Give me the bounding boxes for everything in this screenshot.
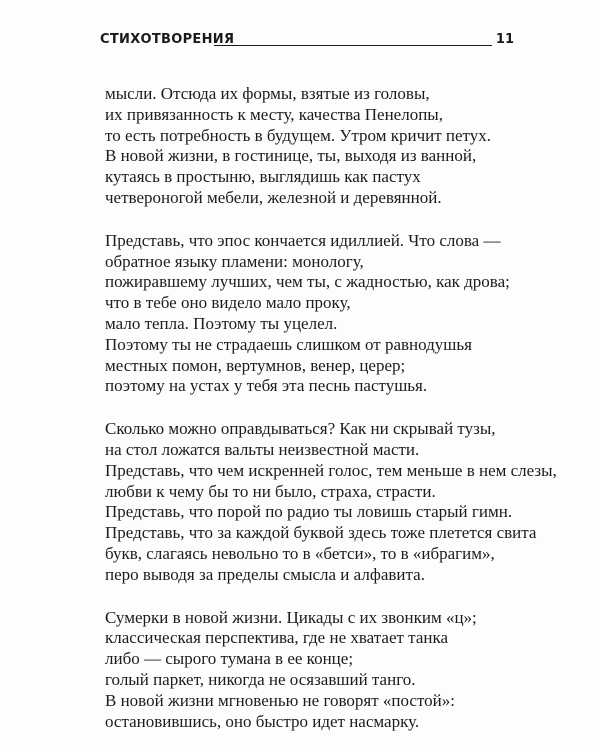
poem-line: их привязанность к месту, качества Пенелопы, (105, 104, 443, 124)
poem-line: Представь, что эпос кончается идиллией. Что слова — (105, 230, 501, 250)
running-head (100, 30, 514, 52)
poem-line: местных помон, вертумнов, венер, церер; (105, 355, 406, 375)
stanza-4 (105, 608, 575, 733)
poem-line: классическая перспектива, где не хватает танка (105, 628, 449, 648)
poem-line: пожиравшему лучших, чем ты, с жадностью, как дрова; (105, 272, 510, 292)
poem-line: мало тепла. Поэтому ты уцелел. (105, 313, 338, 333)
poem-line: кутаясь в простыню, выглядишь как пастух (105, 167, 421, 187)
poem-line: Сумерки в новой жизни. Цикады с их звонким «ц»; (105, 607, 477, 627)
stanza-2 (105, 231, 575, 397)
poem-line: на стол ложатся вальты неизвестной масти. (105, 439, 420, 459)
poem-line: то есть потребность в будущем. Утром кричит петух. (105, 125, 491, 145)
poem-line: остановившись, оно быстро идет насмарку. (105, 711, 420, 731)
header-rule (214, 45, 492, 46)
poem-line: поэтому на устах у тебя эта песнь пастушья. (105, 376, 428, 396)
poem-line: В новой жизни, в гостинице, ты, выходя из ванной, (105, 146, 477, 166)
poem-line: любви к чему бы то ни было, страха, страсти. (105, 481, 436, 501)
poem-line: четвероногой мебели, железной и деревянной. (105, 187, 442, 207)
poem-line: Представь, что порой по радио ты ловишь старый гимн. (105, 502, 513, 522)
poem-line: букв, слагаясь невольно то в «бетси», то в «ибрагим», (105, 543, 495, 563)
stanza-3 (105, 419, 575, 585)
poem-line: В новой жизни мгновенью не говорят «постой»: (105, 690, 455, 710)
poem-line: Представь, что чем искренней голос, тем меньше в нем слезы, (105, 460, 557, 480)
poem-line: обратное языку пламени: монологу, (105, 251, 364, 271)
section-title: СТИХОТВОРЕНИЯ (100, 32, 235, 47)
poem-line: Сколько можно оправдываться? Как ни скрывай тузы, (105, 419, 496, 439)
poem-line: либо — сырого тумана в ее конце; (105, 649, 354, 669)
poem-text (105, 84, 575, 754)
poem-line: перо выводя за пределы смысла и алфавита. (105, 564, 425, 584)
poem-line: голый паркет, никогда не осязавший танго. (105, 669, 416, 689)
poem-line: Поэтому ты не страдаешь слишком от равнодушья (105, 334, 472, 354)
poem-line: что в тебе оно видело мало проку, (105, 293, 351, 313)
poem-line: мысли. Отсюда их формы, взятые из головы, (105, 84, 430, 103)
stanza-1 (105, 84, 575, 209)
poem-line: Представь, что за каждой буквой здесь тоже плетется свита (105, 523, 537, 543)
page-number: 11 (495, 32, 514, 47)
